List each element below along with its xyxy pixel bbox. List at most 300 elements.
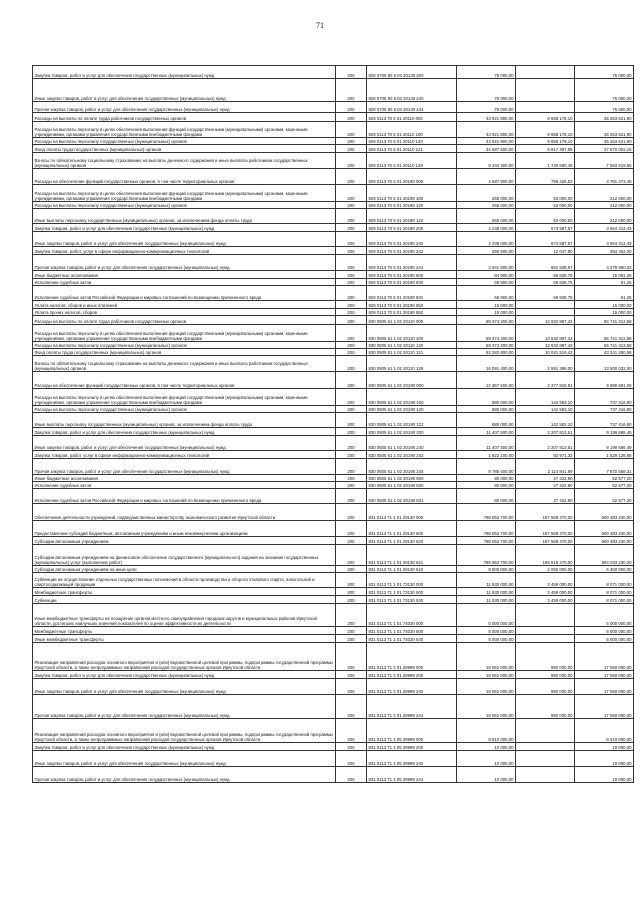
line-code-cell: 200	[336, 679, 367, 695]
remaining-amount-cell: 8 071 000,00	[575, 588, 634, 596]
approved-amount-cell: 69 900,00	[457, 286, 516, 301]
line-code-cell: 200	[336, 102, 367, 113]
line-code-cell: 200	[336, 356, 367, 372]
line-code-cell: 200	[336, 566, 367, 573]
remaining-amount-cell: 15 061,25	[575, 271, 634, 279]
line-code-cell: 200	[336, 643, 367, 671]
remaining-amount-cell: 17 060 000,00	[575, 643, 634, 671]
table-row	[33, 232, 634, 247]
table-row	[33, 153, 634, 169]
classification-code-cell: 831 0113 71 4 05 29999 000	[367, 719, 457, 743]
remaining-amount-cell: 35 263 621,90	[575, 122, 634, 138]
expenditure-name-cell: Закупка товаров, работ, услуг в сфере информационно-коммуникационных технологий	[33, 451, 336, 459]
executed-amount-cell: 2 207 813,51	[516, 428, 575, 436]
executed-amount-cell: 27 422,80	[516, 475, 575, 482]
classification-code-cell: 828 0705 90 6 03 20130 200	[367, 66, 457, 79]
table-row	[33, 224, 634, 232]
approved-amount-cell: 5 000 000,00	[457, 627, 516, 635]
approved-amount-cell: 80 000,00	[457, 475, 516, 482]
executed-amount-cell: 142 583,10	[516, 389, 575, 406]
remaining-amount-cell: 52 577,20	[575, 482, 634, 489]
classification-code-cell: 831 0113 71 1 01 74030 000	[367, 604, 457, 627]
remaining-amount-cell: 3 564 412,43	[575, 232, 634, 247]
table-row	[33, 588, 634, 596]
table-row	[33, 566, 634, 573]
classification-code-cell: 829 0113 70 5 01 20190 831	[367, 286, 457, 301]
line-code-cell: 200	[336, 185, 367, 202]
classification-code-cell: 831 0113 71 4 05 29999 244	[367, 767, 457, 783]
expenditure-name-cell: Расходы на выплаты персоналу государственных (муниципальных) органов	[33, 202, 336, 209]
table-row	[33, 247, 634, 255]
remaining-amount-cell: 600 483 230,00	[575, 504, 634, 521]
table-row	[33, 389, 634, 406]
executed-amount-cell	[516, 66, 575, 79]
classification-code-cell: 829 0113 70 5 01 20190 100	[367, 185, 457, 202]
remaining-amount-cell: 5 000 000,00	[575, 635, 634, 643]
classification-code-cell: 830 0505 61 1 02 20110 121	[367, 349, 457, 356]
line-code-cell: 200	[336, 169, 367, 185]
remaining-amount-cell: 17 060 000,00	[575, 679, 634, 695]
classification-code-cell: 830 0505 61 1 02 20190 831	[367, 489, 457, 504]
line-code-cell: 200	[336, 767, 367, 783]
remaining-amount-cell: 600 483 230,00	[575, 521, 634, 537]
executed-amount-cell	[516, 301, 575, 309]
line-code-cell: 200	[336, 743, 367, 751]
expenditure-name-cell: Межбюджетные трансферты	[33, 588, 336, 596]
classification-code-cell: 829 0113 70 5 01 20110 120	[367, 138, 457, 145]
executed-amount-cell	[516, 102, 575, 113]
approved-amount-cell: 43 921 800,00	[457, 122, 516, 138]
classification-code-cell: 830 0505 61 1 02 20190 240	[367, 436, 457, 451]
remaining-amount-cell: 27 670 002,15	[575, 145, 634, 153]
executed-amount-cell	[516, 743, 575, 751]
line-code-cell: 200	[336, 671, 367, 679]
classification-code-cell: 831 0113 71 1 01 73130 530	[367, 596, 457, 604]
executed-amount-cell	[516, 627, 575, 635]
executed-amount-cell: 12 632 887,42	[516, 342, 575, 349]
remaining-amount-cell: 52 577,20	[575, 475, 634, 482]
expenditure-name-cell: Исполнение судебных актов Российской Федерации и мировых соглашений по возмещению причиненного вреда	[33, 489, 336, 504]
table-row	[33, 185, 634, 202]
table-row	[33, 138, 634, 145]
remaining-amount-cell: 9 989 681,09	[575, 372, 634, 389]
table-row	[33, 459, 634, 475]
approved-amount-cell: 15 000,00	[457, 301, 516, 309]
line-code-cell: 200	[336, 309, 367, 316]
expenditure-name-cell: Реализация направлений расходов основного мероприятия и (или) ведомственной целевой программы, подпрограммы государственной программы Иркутской области, а также непрограммных направлений расходов государственных органов Иркутской области	[33, 643, 336, 671]
table-row	[33, 169, 634, 185]
line-code-cell: 200	[336, 145, 367, 153]
approved-amount-cell: 43 921 800,00	[457, 113, 516, 122]
classification-code-cell: 830 0505 61 1 02 20190 100	[367, 389, 457, 406]
expenditure-name-cell: Субсидии автономным учреждениям на иные цели	[33, 566, 336, 573]
expenditure-name-cell: Исполнение судебных актов Российской Федерации и мировых соглашений по возмещению причиненного вреда	[33, 286, 336, 301]
expenditure-name-cell: Закупка товаров, работ и услуг для обеспечения государственных (муниципальных) нужд	[33, 66, 336, 79]
approved-amount-cell: 1 622 100,00	[457, 451, 516, 459]
classification-code-cell: 830 0505 61 1 02 20190 200	[367, 428, 457, 436]
executed-amount-cell: 53 000,00	[516, 202, 575, 209]
classification-code-cell: 829 0113 70 5 01 20110 129	[367, 153, 457, 169]
classification-code-cell: 831 0113 71 2 01 29999 200	[367, 671, 457, 679]
approved-amount-cell: 43 921 800,00	[457, 138, 516, 145]
line-code-cell: 200	[336, 301, 367, 309]
expenditure-name-cell: Иные закупки товаров, работ и услуг для обеспечения государственных (муниципальных) нужд	[33, 751, 336, 767]
line-code-cell: 200	[336, 428, 367, 436]
expenditure-name-cell: Субвенции	[33, 596, 336, 604]
remaining-amount-cell: 600 483 230,00	[575, 537, 634, 545]
line-code-cell: 200	[336, 316, 367, 325]
approved-amount-cell: 4 587 900,00	[457, 169, 516, 185]
table-row	[33, 79, 634, 102]
remaining-amount-cell: 56 741 312,58	[575, 325, 634, 342]
expenditure-name-cell: Расходы на выплаты персоналу в целях обеспечения выполнения функций государственными (муниципальными) органами, казенными учреждениями, органами управления государственными внебюджетными фондами	[33, 185, 336, 202]
remaining-amount-cell: 8 071 000,00	[575, 596, 634, 604]
line-code-cell: 200	[336, 255, 367, 271]
line-code-cell: 200	[336, 209, 367, 224]
executed-amount-cell	[516, 767, 575, 783]
table-row	[33, 489, 634, 504]
expenditure-name-cell: Иные закупки товаров, работ и услуг для обеспечения государственных (муниципальных) нужд	[33, 679, 336, 695]
expenditure-name-cell: Закупка товаров, работ и услуг для обеспечения государственных (муниципальных) нужд	[33, 224, 336, 232]
remaining-amount-cell: 76 000,00	[575, 102, 634, 113]
expenditure-name-cell: Прочая закупка товаров, работ и услуг для обеспечения государственных (муниципальных) нужд	[33, 695, 336, 719]
line-code-cell: 200	[336, 504, 367, 521]
executed-amount-cell: 27 422,80	[516, 482, 575, 489]
classification-code-cell: 831 0113 71 1 01 73130 500	[367, 588, 457, 596]
remaining-amount-cell: 594 033 230,00	[575, 545, 634, 566]
executed-amount-cell: 53 000,00	[516, 185, 575, 202]
executed-amount-cell: 12 047,80	[516, 247, 575, 255]
approved-amount-cell: 15 000,00	[457, 309, 516, 316]
approved-amount-cell: 18 052 000,00	[457, 671, 516, 679]
remaining-amount-cell: 737 416,90	[575, 406, 634, 413]
table-row	[33, 66, 634, 79]
executed-amount-cell: 12 632 887,42	[516, 316, 575, 325]
executed-amount-cell: 8 658 178,10	[516, 122, 575, 138]
approved-amount-cell: 16 091 400,00	[457, 356, 516, 372]
table-row	[33, 679, 634, 695]
executed-amount-cell: 2 050 000,00	[516, 566, 575, 573]
line-code-cell: 200	[336, 389, 367, 406]
line-code-cell: 200	[336, 232, 367, 247]
line-code-cell: 200	[336, 413, 367, 428]
executed-amount-cell	[516, 751, 575, 767]
executed-amount-cell: 3 459 000,00	[516, 588, 575, 596]
classification-code-cell: 829 0113 70 5 01 20190 244	[367, 255, 457, 271]
table-row	[33, 521, 634, 537]
approved-amount-cell: 76 000,00	[457, 102, 516, 113]
remaining-amount-cell: 212 000,00	[575, 209, 634, 224]
expenditure-name-cell: Расходы на обеспечение функций государственных органов, в том числе территориальных органов	[33, 372, 336, 389]
remaining-amount-cell: 35 263 621,90	[575, 138, 634, 145]
classification-code-cell: 831 0113 71 2 01 29999 244	[367, 695, 457, 719]
approved-amount-cell: 10 000,00	[457, 743, 516, 751]
budget-execution-table	[32, 65, 634, 783]
table-row	[33, 113, 634, 122]
classification-code-cell: 830 0505 61 1 02 20190 800	[367, 475, 457, 482]
table-row	[33, 209, 634, 224]
executed-amount-cell: 92 971,32	[516, 451, 575, 459]
remaining-amount-cell: 15 000,00	[575, 301, 634, 309]
table-row	[33, 301, 634, 309]
executed-amount-cell: 673 587,57	[516, 224, 575, 232]
approved-amount-cell: 4 238 000,00	[457, 224, 516, 232]
approved-amount-cell: 76 000,00	[457, 66, 516, 79]
table-row	[33, 349, 634, 356]
remaining-amount-cell: 43 241 280,58	[575, 349, 634, 356]
executed-amount-cell: 2 114 841,69	[516, 459, 575, 475]
approved-amount-cell: 265 000,00	[457, 209, 516, 224]
table-row	[33, 286, 634, 301]
approved-amount-cell: 12 367 500,00	[457, 372, 516, 389]
expenditure-name-cell: Иные выплаты персоналу государственных (муниципальных) органов, за исключением фонда оплаты труда	[33, 413, 336, 428]
remaining-amount-cell: 52 577,20	[575, 489, 634, 504]
remaining-amount-cell: 76 000,00	[575, 66, 634, 79]
line-code-cell: 200	[336, 475, 367, 482]
line-code-cell: 200	[336, 66, 367, 79]
table-row	[33, 342, 634, 349]
executed-amount-cell: 1 740 680,45	[516, 153, 575, 169]
remaining-amount-cell: 212 000,00	[575, 185, 634, 202]
approved-amount-cell: 9 334 300,00	[457, 153, 516, 169]
executed-amount-cell: 2 591 368,00	[516, 356, 575, 372]
classification-code-cell: 829 0113 70 5 01 20190 200	[367, 224, 457, 232]
line-code-cell: 200	[336, 545, 367, 566]
classification-code-cell: 831 0113 71 1 01 73130 000	[367, 573, 457, 588]
remaining-amount-cell: 3 564 412,43	[575, 224, 634, 232]
line-code-cell: 200	[336, 719, 367, 743]
classification-code-cell: 829 0113 70 5 01 20190 850	[367, 301, 457, 309]
expenditure-name-cell: Субсидии автономным учреждениям	[33, 537, 336, 545]
approved-amount-cell: 11 407 500,00	[457, 428, 516, 436]
remaining-amount-cell: 35 263 621,90	[575, 113, 634, 122]
classification-code-cell: 830 0505 61 1 02 20190 242	[367, 451, 457, 459]
expenditure-name-cell: Исполнение судебных актов	[33, 279, 336, 286]
remaining-amount-cell: 8 071 000,00	[575, 573, 634, 588]
expenditure-name-cell: Иные бюджетные ассигнования	[33, 475, 336, 482]
executed-amount-cell: 197 569 470,00	[516, 537, 575, 545]
table-row	[33, 372, 634, 389]
classification-code-cell: 829 0113 70 5 01 20190 852	[367, 309, 457, 316]
approved-amount-cell: 4 238 000,00	[457, 232, 516, 247]
expenditure-name-cell: Расходы на выплаты персоналу в целях обеспечения выполнения функций государственными (муниципальными) органами, казенными учреждениями, органами управления государственными внебюджетными фондами	[33, 325, 336, 342]
approved-amount-cell: 69 374 200,00	[457, 342, 516, 349]
approved-amount-cell: 69 900,00	[457, 279, 516, 286]
approved-amount-cell: 18 052 000,00	[457, 643, 516, 671]
executed-amount-cell: 992 000,00	[516, 671, 575, 679]
line-code-cell: 200	[336, 489, 367, 504]
remaining-amount-cell: 6 450 000,00	[575, 566, 634, 573]
executed-amount-cell: 6 917 497,85	[516, 145, 575, 153]
table-row	[33, 695, 634, 719]
table-row	[33, 122, 634, 138]
remaining-amount-cell: 17 060 000,00	[575, 671, 634, 679]
expenditure-name-cell: Иные закупки товаров, работ и услуг для обеспечения государственных (муниципальных) нужд	[33, 232, 336, 247]
approved-amount-cell: 265 000,00	[457, 202, 516, 209]
approved-amount-cell: 10 000,00	[457, 767, 516, 783]
expenditure-name-cell: Расходы на выплаты персоналу государственных (муниципальных) органов	[33, 342, 336, 349]
classification-code-cell: 830 0505 61 1 02 20110 100	[367, 325, 457, 342]
classification-code-cell: 829 0113 70 5 01 20110 000	[367, 113, 457, 122]
approved-amount-cell: 84 900,00	[457, 271, 516, 279]
classification-code-cell: 831 0113 71 4 05 29999 240	[367, 751, 457, 767]
classification-code-cell: 830 0505 61 1 02 20190 000	[367, 372, 457, 389]
expenditure-name-cell: Обеспечение деятельности учреждений, подведомственных министерству экономического развития Иркутской области	[33, 504, 336, 521]
line-code-cell: 200	[336, 372, 367, 389]
executed-amount-cell	[516, 635, 575, 643]
remaining-amount-cell: 737 416,90	[575, 389, 634, 406]
executed-amount-cell: 69 838,75	[516, 286, 575, 301]
executed-amount-cell: 992 000,00	[516, 643, 575, 671]
executed-amount-cell: 12 632 887,42	[516, 325, 575, 342]
classification-code-cell: 831 0113 71 2 01 29999 000	[367, 643, 457, 671]
approved-amount-cell: 789 552 700,00	[457, 545, 516, 566]
executed-amount-cell: 69 838,75	[516, 271, 575, 279]
expenditure-name-cell: Иные межбюджетные трансферты на поощрение органов местного самоуправления городских округов и муниципальных районов Иркутской области, достигших наилучших значений показателей по оценке эффективности их деятельности	[33, 604, 336, 627]
approved-amount-cell: 11 407 500,00	[457, 436, 516, 451]
executed-amount-cell: 53 000,00	[516, 209, 575, 224]
classification-code-cell: 829 0113 70 5 01 20190 800	[367, 271, 457, 279]
classification-code-cell: 829 0113 70 5 01 20190 122	[367, 209, 457, 224]
table-row	[33, 356, 634, 372]
classification-code-cell: 831 0113 71 2 01 29999 240	[367, 679, 457, 695]
approved-amount-cell: 69 374 200,00	[457, 325, 516, 342]
classification-code-cell: 828 0705 90 6 03 20130 240	[367, 79, 457, 102]
table-row	[33, 627, 634, 635]
expenditure-name-cell: Закупка товаров, работ и услуг для обеспечения государственных (муниципальных) нужд	[33, 743, 336, 751]
table-row	[33, 413, 634, 428]
table-row	[33, 537, 634, 545]
table-row	[33, 743, 634, 751]
table-row	[33, 145, 634, 153]
line-code-cell: 200	[336, 202, 367, 209]
expenditure-name-cell: Прочая закупка товаров, работ и услуг для обеспечения государственных (муниципальных) нужд	[33, 767, 336, 783]
classification-code-cell: 829 0113 70 5 01 20190 830	[367, 279, 457, 286]
executed-amount-cell	[516, 604, 575, 627]
table-row	[33, 751, 634, 767]
line-code-cell: 200	[336, 122, 367, 138]
line-code-cell: 200	[336, 596, 367, 604]
table-row	[33, 545, 634, 566]
line-code-cell: 200	[336, 521, 367, 537]
classification-code-cell: 830 0505 61 1 02 20190 120	[367, 406, 457, 413]
remaining-amount-cell: 61,25	[575, 279, 634, 286]
line-code-cell: 200	[336, 286, 367, 301]
approved-amount-cell: 296 500,00	[457, 247, 516, 255]
approved-amount-cell: 69 374 200,00	[457, 316, 516, 325]
remaining-amount-cell: 17 060 000,00	[575, 695, 634, 719]
line-code-cell: 200	[336, 695, 367, 719]
table-row	[33, 475, 634, 482]
expenditure-name-cell: Межбюджетные трансферты	[33, 627, 336, 635]
expenditure-name-cell: Субвенции на осуществление отдельных государственных полномочий в области производства и оборота этилового спирта, алкогольной и спиртосодержащей продукции	[33, 573, 336, 588]
line-code-cell: 200	[336, 482, 367, 489]
executed-amount-cell: 197 569 470,00	[516, 521, 575, 537]
executed-amount-cell: 27 422,80	[516, 489, 575, 504]
line-code-cell: 200	[336, 224, 367, 232]
table-row	[33, 482, 634, 489]
executed-amount-cell: 673 587,57	[516, 232, 575, 247]
approved-amount-cell: 265 000,00	[457, 185, 516, 202]
classification-code-cell: 829 0113 70 5 01 20190 000	[367, 169, 457, 185]
remaining-amount-cell: 8 510 000,00	[575, 719, 634, 743]
remaining-amount-cell: 13 500 032,00	[575, 356, 634, 372]
remaining-amount-cell: 284 452,20	[575, 247, 634, 255]
approved-amount-cell: 8 510 000,00	[457, 719, 516, 743]
expenditure-name-cell: Фонд оплаты труда государственных (муниципальных) органов	[33, 349, 336, 356]
line-code-cell: 200	[336, 325, 367, 342]
classification-code-cell: 829 0113 70 5 01 20110 121	[367, 145, 457, 153]
line-code-cell: 200	[336, 573, 367, 588]
table-row	[33, 451, 634, 459]
table-row	[33, 604, 634, 627]
executed-amount-cell: 796 426,52	[516, 169, 575, 185]
expenditure-name-cell: Расходы на выплаты по оплате труда работников государственных органов	[33, 113, 336, 122]
executed-amount-cell	[516, 719, 575, 743]
approved-amount-cell: 798 052 700,00	[457, 537, 516, 545]
executed-amount-cell: 3 459 000,00	[516, 596, 575, 604]
remaining-amount-cell: 3 791 473,48	[575, 169, 634, 185]
approved-amount-cell: 76 000,00	[457, 79, 516, 102]
classification-code-cell: 829 0113 70 5 01 20110 100	[367, 122, 457, 138]
classification-code-cell: 830 0505 61 1 02 20190 122	[367, 413, 457, 428]
executed-amount-cell: 142 583,10	[516, 413, 575, 428]
approved-amount-cell: 880 000,00	[457, 389, 516, 406]
table-row	[33, 596, 634, 604]
table-row	[33, 316, 634, 325]
expenditure-name-cell: Реализация направлений расходов основного мероприятия и (или) ведомственной целевой программы, подпрограммы государственной программы Иркутской области, а также непрограммных направлений расходов государственных органов Иркутской области	[33, 719, 336, 743]
line-code-cell: 200	[336, 537, 367, 545]
classification-code-cell: 831 0113 71 1 01 29130 622	[367, 566, 457, 573]
classification-code-cell: 830 0505 61 1 02 20190 244	[367, 459, 457, 475]
expenditure-name-cell: Уплата налогов, сборов и иных платежей	[33, 301, 336, 309]
line-code-cell: 200	[336, 588, 367, 596]
remaining-amount-cell: 9 199 686,49	[575, 436, 634, 451]
remaining-amount-cell: 9 199 686,49	[575, 428, 634, 436]
table-row	[33, 279, 634, 286]
line-code-cell: 200	[336, 604, 367, 627]
executed-amount-cell: 3 459 000,00	[516, 573, 575, 588]
remaining-amount-cell: 56 741 312,58	[575, 316, 634, 325]
table-row	[33, 504, 634, 521]
line-code-cell: 200	[336, 349, 367, 356]
expenditure-name-cell: Прочая закупка товаров, работ и услуг для обеспечения государственных (муниципальных) нужд	[33, 459, 336, 475]
classification-code-cell: 830 0505 61 1 02 20110 120	[367, 342, 457, 349]
classification-code-cell: 830 0505 61 1 02 20110 129	[367, 356, 457, 372]
line-code-cell: 200	[336, 751, 367, 767]
expenditure-name-cell: Взносы по обязательному социальному страхованию на выплаты денежного содержания и иные выплаты работникам государственных (муниципальных) органов	[33, 153, 336, 169]
approved-amount-cell: 880 000,00	[457, 406, 516, 413]
approved-amount-cell: 880 000,00	[457, 413, 516, 428]
approved-amount-cell: 8 500 000,00	[457, 566, 516, 573]
line-code-cell: 200	[336, 635, 367, 643]
approved-amount-cell: 11 530 000,00	[457, 573, 516, 588]
expenditure-name-cell: Иные межбюджетные трансферты	[33, 635, 336, 643]
table-row	[33, 635, 634, 643]
expenditure-name-cell: Иные выплаты персоналу государственных (муниципальных) органов, за исключением фонда оплаты труда	[33, 209, 336, 224]
executed-amount-cell: 8 658 178,10	[516, 138, 575, 145]
classification-code-cell: 831 0113 71 1 01 29130 620	[367, 537, 457, 545]
expenditure-name-cell: Уплата прочих налогов, сборов	[33, 309, 336, 316]
line-code-cell: 200	[336, 247, 367, 255]
classification-code-cell: 831 0113 71 1 01 29130 600	[367, 521, 457, 537]
expenditure-name-cell: Иные бюджетные ассигнования	[33, 271, 336, 279]
executed-amount-cell: 10 041 519,42	[516, 349, 575, 356]
remaining-amount-cell: 56 741 312,58	[575, 342, 634, 349]
table-row	[33, 573, 634, 588]
remaining-amount-cell: 5 000 000,00	[575, 627, 634, 635]
expenditure-name-cell: Расходы на выплаты персоналу государственных (муниципальных) органов	[33, 406, 336, 413]
